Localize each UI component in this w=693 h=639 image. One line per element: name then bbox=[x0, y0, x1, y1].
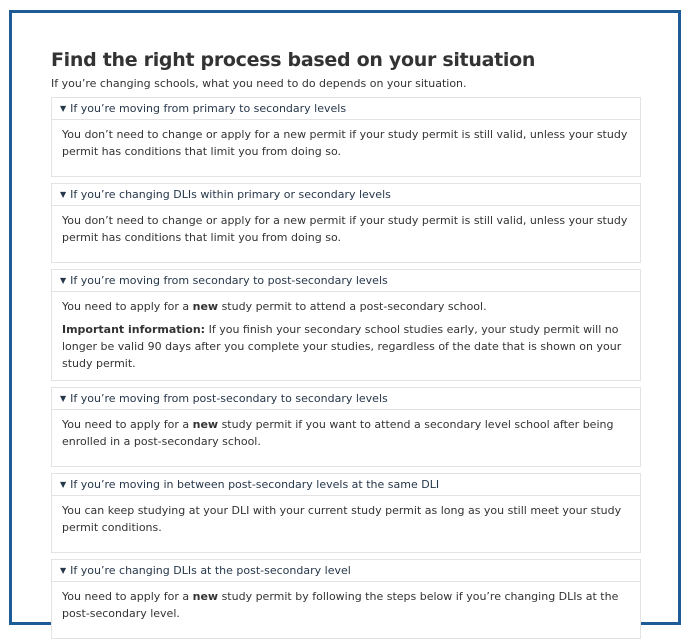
main-content bbox=[51, 48, 641, 639]
details-secondary-to-post-secondary bbox=[51, 269, 641, 381]
triangle-down-icon: ▼ bbox=[60, 276, 67, 285]
details-body bbox=[52, 582, 640, 638]
summary-label: If you’re moving from secondary to post-secondary levels bbox=[70, 274, 388, 287]
body-paragraph: You can keep studying at your DLI with your current study permit as long as you still meet your study permit conditions. bbox=[62, 504, 622, 534]
summary-label: If you’re moving in between post-secondary levels at the same DLI bbox=[70, 478, 440, 491]
triangle-down-icon: ▼ bbox=[60, 104, 67, 113]
summary-changing-dli-post-secondary[interactable] bbox=[52, 560, 640, 582]
triangle-down-icon: ▼ bbox=[60, 394, 67, 403]
emphasis-new: new bbox=[192, 418, 219, 431]
screenshot-frame bbox=[9, 10, 681, 625]
details-body bbox=[52, 410, 640, 466]
emphasis-new: new bbox=[192, 300, 219, 313]
details-body bbox=[52, 496, 640, 552]
details-body bbox=[52, 206, 640, 262]
details-changing-dli-post-secondary bbox=[51, 559, 641, 639]
page-title: Find the right process based on your situation bbox=[51, 49, 536, 71]
summary-label: If you’re moving from post-secondary to secondary levels bbox=[70, 392, 388, 405]
body-paragraph: You need to apply for a new study permit if you want to attend a secondary level school after being enrolled in a post-secondary school. bbox=[62, 418, 614, 448]
page-intro: If you’re changing schools, what you need to do depends on your situation. bbox=[51, 77, 467, 90]
body-paragraph: You don’t need to change or apply for a new permit if your study permit is still valid, unless your study permit has conditions that limit you from doing so. bbox=[62, 214, 628, 244]
details-changing-dli-primary-secondary bbox=[51, 183, 641, 263]
triangle-down-icon: ▼ bbox=[60, 190, 67, 199]
summary-primary-to-secondary[interactable] bbox=[52, 98, 640, 120]
emphasis-new: new bbox=[192, 590, 219, 603]
summary-changing-dli-primary-secondary[interactable] bbox=[52, 184, 640, 206]
summary-between-post-secondary-same-dli[interactable] bbox=[52, 474, 640, 496]
body-paragraph: You don’t need to change or apply for a new permit if your study permit is still valid, unless your study permit has conditions that limit you from doing so. bbox=[62, 128, 628, 158]
body-paragraph: You need to apply for a new study permit by following the steps below if you’re changing DLIs at the post-secondary level. bbox=[62, 590, 619, 620]
triangle-down-icon: ▼ bbox=[60, 566, 67, 575]
important-information-paragraph: Important information: If you finish your secondary school studies early, your study permit will no longer be valid 90 days after you complete your studies, regardless of the date that is shown on your study permit. bbox=[62, 323, 622, 370]
summary-label: If you’re moving from primary to secondary levels bbox=[70, 102, 347, 115]
summary-label: If you’re changing DLIs within primary or secondary levels bbox=[70, 188, 391, 201]
details-post-secondary-to-secondary bbox=[51, 387, 641, 467]
important-label: Important information: bbox=[62, 323, 206, 336]
triangle-down-icon: ▼ bbox=[60, 480, 67, 489]
summary-label: If you’re changing DLIs at the post-secondary level bbox=[70, 564, 351, 577]
summary-secondary-to-post-secondary[interactable] bbox=[52, 270, 640, 292]
summary-post-secondary-to-secondary[interactable] bbox=[52, 388, 640, 410]
details-body bbox=[52, 292, 640, 380]
body-paragraph: You need to apply for a new study permit to attend a post-secondary school. bbox=[62, 300, 487, 313]
details-between-post-secondary-same-dli bbox=[51, 473, 641, 553]
details-body bbox=[52, 120, 640, 176]
details-primary-to-secondary bbox=[51, 97, 641, 177]
